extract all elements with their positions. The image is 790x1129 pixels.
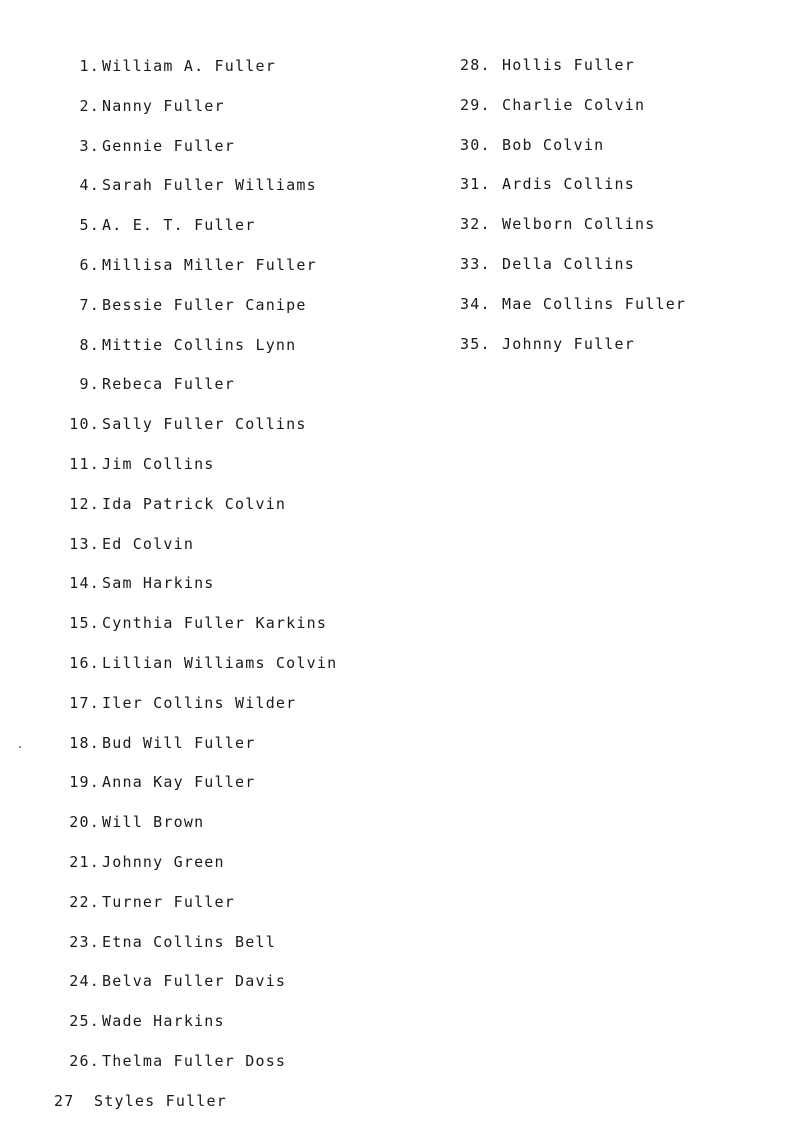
entry-number: 11. bbox=[69, 454, 100, 473]
list-item bbox=[54, 731, 434, 771]
entry-number: 8. bbox=[79, 335, 100, 354]
entry-number: 15. bbox=[69, 614, 100, 633]
entry-name: Will Brown bbox=[102, 813, 205, 832]
list-item bbox=[54, 571, 434, 611]
entry-name: Millisa Miller Fuller bbox=[102, 255, 317, 274]
entry-name: Johnny Green bbox=[102, 852, 225, 871]
entry-number: 32. bbox=[460, 215, 491, 234]
entry-name: Nanny Fuller bbox=[102, 96, 225, 115]
list-item bbox=[54, 1049, 434, 1089]
list-item bbox=[54, 173, 434, 213]
entry-number: 6. bbox=[79, 255, 100, 274]
entry-number: 7. bbox=[79, 295, 100, 314]
entry-name: Anna Kay Fuller bbox=[102, 773, 256, 792]
list-item bbox=[54, 532, 434, 572]
entry-name: Charlie Colvin bbox=[502, 95, 646, 114]
entry-number: 35. bbox=[460, 334, 491, 353]
list-item bbox=[460, 172, 770, 212]
list-item bbox=[54, 253, 434, 293]
entry-name: Sam Harkins bbox=[102, 574, 215, 593]
entry-name: Iler Collins Wilder bbox=[102, 693, 297, 712]
entry-name: Ardis Collins bbox=[502, 175, 635, 194]
entry-number: 33. bbox=[460, 254, 491, 273]
list-item bbox=[460, 93, 770, 133]
entry-number: 26. bbox=[69, 1051, 100, 1070]
entry-name: Belva Fuller Davis bbox=[102, 972, 287, 991]
list-item bbox=[460, 133, 770, 173]
entry-number: 1. bbox=[79, 57, 100, 75]
entry-number: 14. bbox=[69, 574, 100, 593]
list-item bbox=[54, 94, 434, 134]
entry-number: 24. bbox=[69, 972, 100, 991]
list-item bbox=[460, 252, 770, 292]
entry-number: 12. bbox=[69, 494, 100, 513]
list-item bbox=[54, 1089, 434, 1129]
list-item bbox=[54, 492, 434, 532]
entry-name: Ida Patrick Colvin bbox=[102, 494, 287, 513]
list-item bbox=[54, 810, 434, 850]
entry-number: 16. bbox=[69, 653, 100, 672]
list-item bbox=[54, 969, 434, 1009]
entry-name: Sarah Fuller Williams bbox=[102, 176, 317, 195]
list-item bbox=[460, 53, 770, 93]
entry-number: 5. bbox=[79, 216, 100, 235]
entry-name: Rebeca Fuller bbox=[102, 375, 235, 394]
entry-name: Gennie Fuller bbox=[102, 136, 235, 155]
entry-number: 18. bbox=[69, 733, 100, 752]
entry-name: Welborn Collins bbox=[502, 215, 656, 234]
list-item bbox=[54, 54, 434, 94]
entry-name: Bud Will Fuller bbox=[102, 733, 256, 752]
entry-number: 2. bbox=[79, 96, 100, 115]
entry-name: Mittie Collins Lynn bbox=[102, 335, 297, 354]
entry-number: 20. bbox=[69, 813, 100, 832]
entry-number: 10. bbox=[69, 415, 100, 434]
entry-number: 31. bbox=[460, 175, 491, 194]
list-item bbox=[54, 452, 434, 492]
entry-number: 13. bbox=[69, 534, 100, 553]
name-list-right bbox=[460, 53, 770, 371]
list-item bbox=[460, 332, 770, 372]
list-item bbox=[460, 292, 770, 332]
list-item bbox=[54, 611, 434, 651]
entry-name: Etna Collins Bell bbox=[102, 932, 276, 951]
entry-number: 29. bbox=[460, 95, 491, 114]
entry-number: 17. bbox=[69, 693, 100, 712]
list-item bbox=[54, 890, 434, 930]
list-item bbox=[54, 293, 434, 333]
name-list-left bbox=[54, 54, 434, 1129]
entry-number: 34. bbox=[460, 294, 491, 313]
list-item bbox=[54, 213, 434, 253]
list-item bbox=[54, 372, 434, 412]
list-item bbox=[54, 770, 434, 810]
entry-number: 22. bbox=[69, 892, 100, 911]
entry-name: Jim Collins bbox=[102, 454, 215, 473]
entry-number: 4. bbox=[79, 176, 100, 195]
list-item bbox=[54, 333, 434, 373]
list-item bbox=[54, 930, 434, 970]
entry-number: 27 bbox=[54, 1091, 75, 1110]
entry-name: Styles Fuller bbox=[94, 1091, 227, 1110]
entry-name: Johnny Fuller bbox=[502, 334, 635, 353]
entry-name: Wade Harkins bbox=[102, 1012, 225, 1031]
entry-number: 9. bbox=[79, 375, 100, 394]
entry-name: Turner Fuller bbox=[102, 892, 235, 911]
list-item bbox=[54, 1009, 434, 1049]
entry-number: 25. bbox=[69, 1012, 100, 1031]
entry-name: Mae Collins Fuller bbox=[502, 294, 687, 313]
entry-number: 3. bbox=[79, 136, 100, 155]
entry-number: 19. bbox=[69, 773, 100, 792]
entry-name: Cynthia Fuller Karkins bbox=[102, 614, 328, 633]
entry-name: Bob Colvin bbox=[502, 135, 605, 154]
entry-number: 30. bbox=[460, 135, 491, 154]
entry-name: Della Collins bbox=[502, 254, 635, 273]
scan-speck bbox=[19, 746, 21, 748]
list-item bbox=[54, 651, 434, 691]
list-item bbox=[54, 691, 434, 731]
list-item bbox=[460, 212, 770, 252]
entry-name: A. E. T. Fuller bbox=[102, 216, 256, 235]
list-item bbox=[54, 850, 434, 890]
entry-number: 23. bbox=[69, 932, 100, 951]
entry-name: Lillian Williams Colvin bbox=[102, 653, 338, 672]
list-item bbox=[54, 134, 434, 174]
entry-name: William A. Fuller bbox=[102, 57, 276, 75]
entry-number: 21. bbox=[69, 852, 100, 871]
entry-name: Bessie Fuller Canipe bbox=[102, 295, 307, 314]
entry-name: Hollis Fuller bbox=[502, 56, 635, 74]
list-item bbox=[54, 412, 434, 452]
entry-name: Thelma Fuller Doss bbox=[102, 1051, 287, 1070]
entry-name: Ed Colvin bbox=[102, 534, 195, 553]
entry-number: 28. bbox=[460, 56, 491, 74]
entry-name: Sally Fuller Collins bbox=[102, 415, 307, 434]
